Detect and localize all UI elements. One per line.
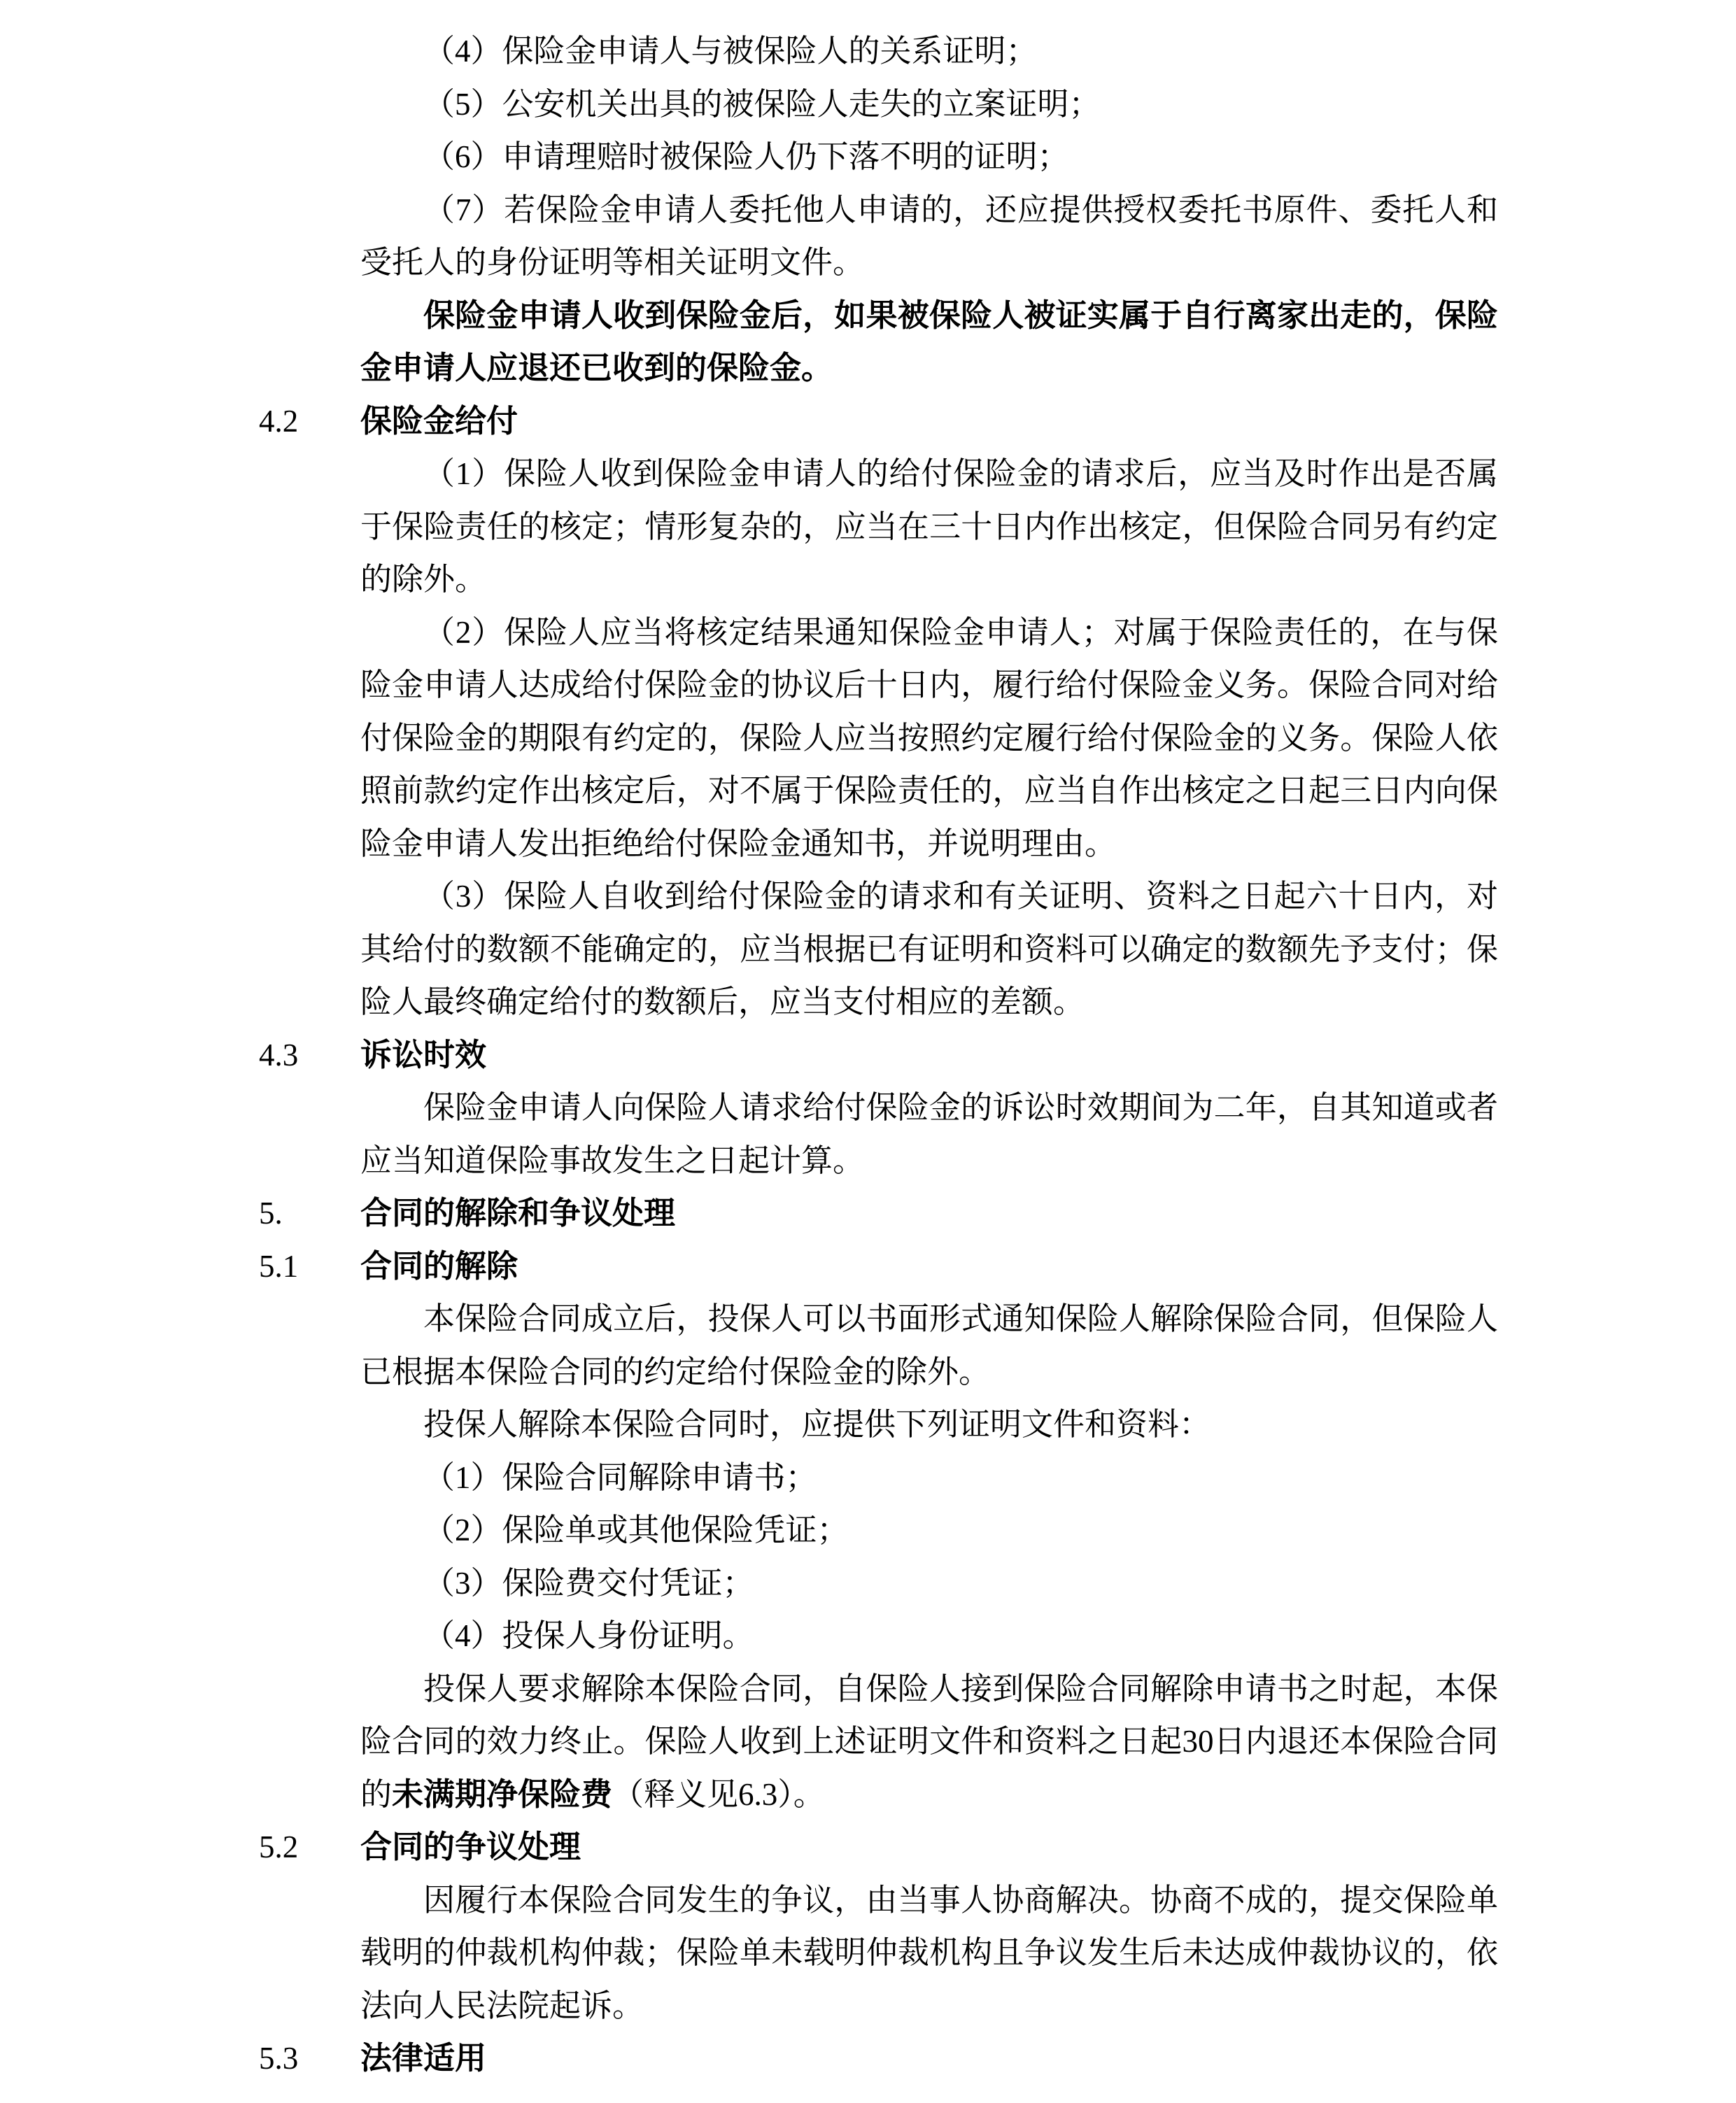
list-item — [259, 1610, 1498, 1663]
paragraph — [259, 1874, 1498, 2033]
text-run: （1）保险人收到保险金申请人的给付保险金的请求后，应当及时作出是否属于保险责任的核定；情形复杂的，应当在三十日内作出核定，但保险合同另有约定的除外。 — [360, 456, 1498, 597]
section-title: 诉讼时效 — [360, 1037, 487, 1072]
list-item — [259, 1452, 1498, 1505]
text-run: 未满期净保险费 — [392, 1776, 613, 1812]
text-run: （6）申请理赔时被保险人仍下落不明的证明； — [423, 139, 1069, 174]
section-heading — [259, 2032, 1498, 2086]
paragraph — [259, 1082, 1498, 1187]
paragraph — [259, 1663, 1498, 1822]
text-run: （4）保险金申请人与被保险人的关系证明； — [423, 34, 1038, 69]
section-number: 4.3 — [259, 1037, 299, 1072]
section-heading — [259, 1240, 1498, 1294]
text-run: （2）保险人应当将核定结果通知保险金申请人；对属于保险责任的，在与保险金申请人达成给付保险金的协议后十日内，履行给付保险金义务。保险合同对给付保险金的期限有约定的，保险人应当按照约定履行给付保险金的义务。保险人依照前款约定作出核定后，对不属于保险责任的，应当自作出核定之日起三日内向保险金申请人发出拒绝给付保险金通知书，并说明理由。 — [360, 614, 1498, 861]
text-run: 投保人要求解除本保险合同，自保险人接到保险合同解除申请书之时起，本保险合同的效力终止。保险人收到上述证明文件和资料之日起30日内退还本保险合同的 — [360, 1671, 1498, 1812]
text-run: 保险金申请人收到保险金后，如果被保险人被证实属于自行离家出走的，保险金申请人应退还已收到的保险金。 — [360, 297, 1498, 385]
text-run: （释义见6.3）。 — [612, 1776, 825, 1812]
section-heading — [259, 395, 1498, 448]
document-body — [259, 25, 1498, 2086]
paragraph — [259, 448, 1498, 607]
text-run: （2）保险单或其他保险凭证； — [423, 1513, 849, 1548]
text-run: 因履行本保险合同发生的争议，由当事人协商解决。协商不成的，提交保险单载明的仲裁机构仲裁；保险单未载明仲裁机构且争议发生后未达成仲裁协议的，依法向人民法院起诉。 — [360, 1882, 1498, 2023]
text-run: （4）投保人身份证明。 — [423, 1618, 754, 1653]
section-heading — [259, 1029, 1498, 1082]
section-title: 合同的解除和争议处理 — [360, 1196, 676, 1231]
section-title: 合同的争议处理 — [360, 1829, 581, 1864]
text-run: 保险金申请人向保险人请求给付保险金的诉讼时效期间为二年，自其知道或者应当知道保险事故发生之日起计算。 — [360, 1090, 1498, 1178]
text-run: 本保险合同成立后，投保人可以书面形式通知保险人解除保险合同，但保险人已根据本保险合同的约定给付保险金的除外。 — [360, 1301, 1498, 1389]
section-heading — [259, 1821, 1498, 1874]
section-number: 5.1 — [259, 1248, 299, 1284]
list-item — [259, 131, 1498, 184]
paragraph — [259, 290, 1498, 395]
section-title: 法律适用 — [360, 2041, 487, 2076]
paragraph — [259, 607, 1498, 871]
text-run: （5）公安机关出具的被保险人走失的立案证明； — [423, 86, 1101, 122]
text-run: （7）若保险金申请人委托他人申请的，还应提供授权委托书原件、委托人和受托人的身份证明等相关证明文件。 — [360, 192, 1498, 280]
section-number: 5. — [259, 1196, 283, 1231]
section-number: 5.3 — [259, 2041, 299, 2076]
text-run: 投保人解除本保险合同时，应提供下列证明文件和资料： — [423, 1407, 1211, 1442]
text-run: （1）保险合同解除申请书； — [423, 1459, 817, 1495]
list-item — [259, 184, 1498, 290]
paragraph — [259, 870, 1498, 1029]
list-item — [259, 78, 1498, 132]
section-number: 4.2 — [259, 403, 299, 439]
section-title: 保险金给付 — [360, 403, 518, 439]
paragraph — [259, 1293, 1498, 1399]
section-number: 5.2 — [259, 1829, 299, 1864]
section-title: 合同的解除 — [360, 1248, 518, 1284]
list-item — [259, 25, 1498, 78]
text-run: （3）保险费交付凭证； — [423, 1565, 754, 1601]
list-item — [259, 1504, 1498, 1557]
list-item — [259, 1557, 1498, 1610]
section-heading — [259, 1187, 1498, 1240]
text-run: （3）保险人自收到给付保险金的请求和有关证明、资料之日起六十日内，对其给付的数额不能确定的，应当根据已有证明和资料可以确定的数额先予支付；保险人最终确定给付的数额后，应当支付相应的差额。 — [360, 879, 1498, 1019]
paragraph — [259, 1399, 1498, 1452]
